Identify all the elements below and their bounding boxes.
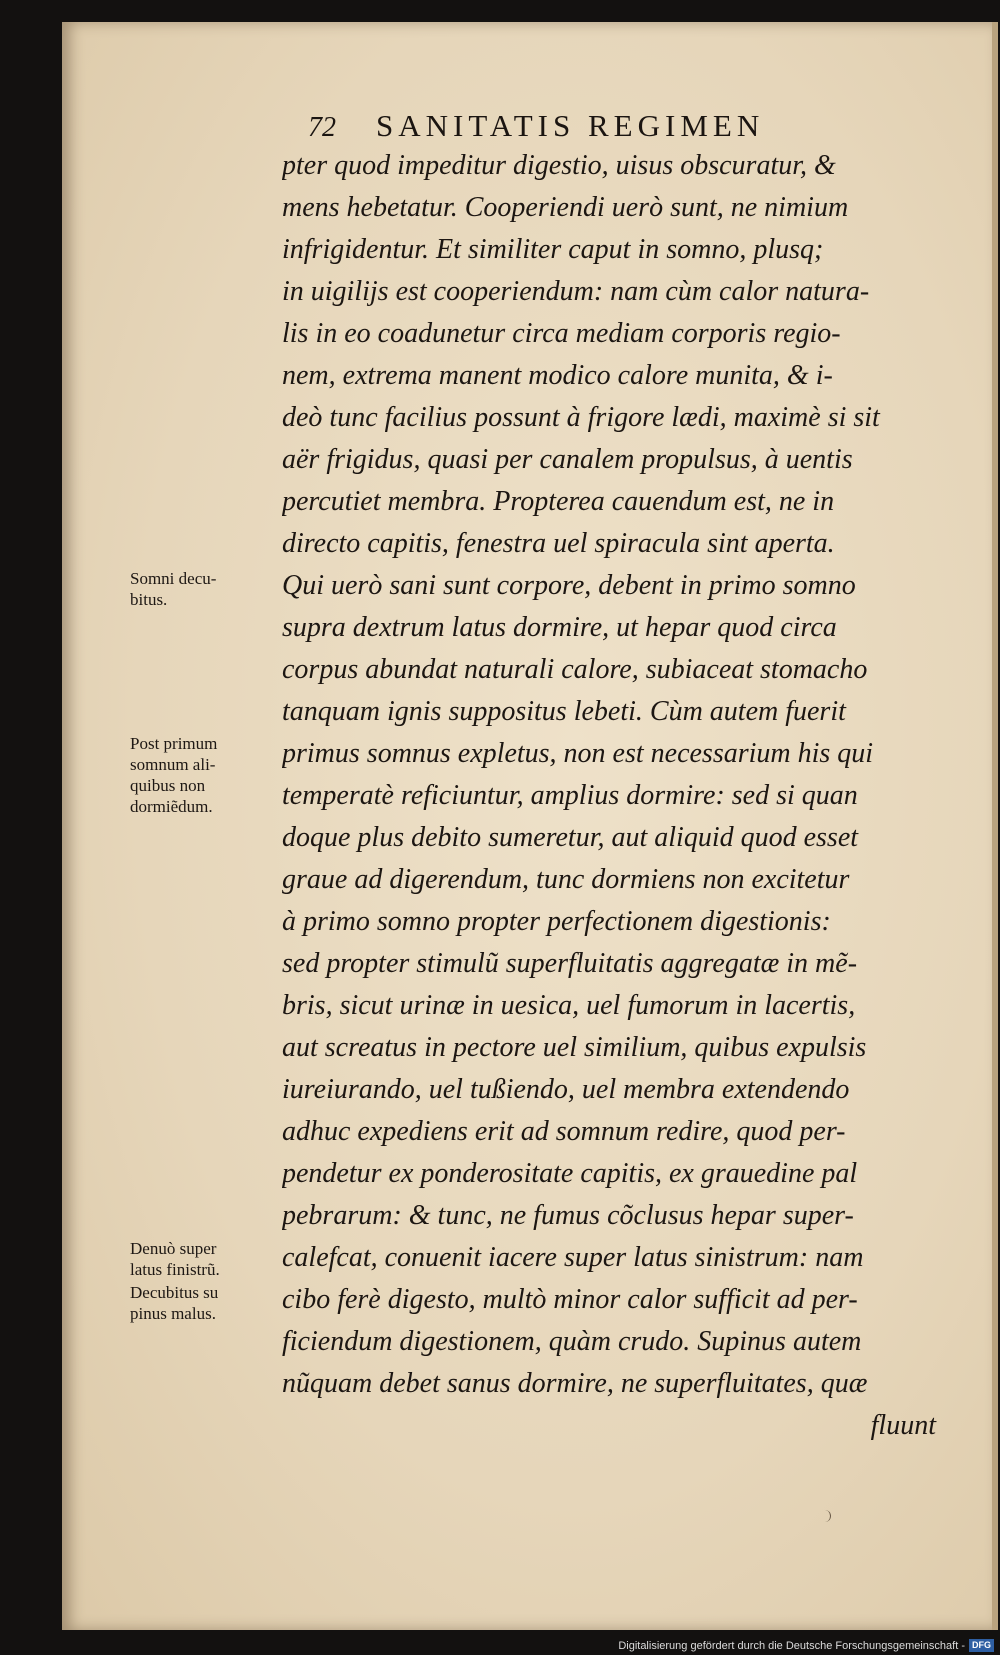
margin-note-line: pinus malus. bbox=[130, 1304, 216, 1323]
running-title: SANITATIS REGIMEN bbox=[376, 108, 765, 143]
digitization-credit bbox=[600, 1638, 994, 1653]
text-line: corpus abundat naturali calore, subiaceat stomacho bbox=[282, 654, 868, 685]
text-line: doque plus debito sumeretur, aut aliquid quod esset bbox=[282, 822, 859, 853]
text-line: percutiet membra. Propterea cauendum est, ne in bbox=[282, 486, 835, 517]
text-line: sed propter stimulũ superfluitatis aggregatæ in mẽ- bbox=[282, 948, 858, 979]
text-line: nũquam debet sanus dormire, ne superfluitates, quæ bbox=[282, 1368, 868, 1399]
margin-note-line: dormiẽdum. bbox=[130, 797, 213, 816]
text-line: deò tunc facilius possunt à frigore lædi, maximè si sit bbox=[282, 402, 880, 433]
margin-note-decubitus-supinus bbox=[130, 1282, 282, 1324]
margin-note-line: quibus non bbox=[130, 776, 206, 795]
text-line: primus somnus expletus, non est necessarium his qui bbox=[282, 738, 874, 769]
margin-note-post-primum-somnum bbox=[130, 733, 282, 817]
margin-note-line: latus finistrũ. bbox=[130, 1260, 220, 1279]
text-line: bris, sicut urinæ in uesica, uel fumorum in lacertis, bbox=[282, 990, 856, 1021]
text-line: pendetur ex ponderositate capitis, ex grauedine pal bbox=[282, 1158, 858, 1189]
margin-note-line: somnum ali- bbox=[130, 755, 216, 774]
text-line: ficiendum digestionem, quàm crudo. Supinus autem bbox=[282, 1326, 862, 1357]
text-line: infrigidentur. Et similiter caput in somno, plusq; bbox=[282, 234, 824, 265]
text-line: Qui uerò sani sunt corpore, debent in primo somno bbox=[282, 570, 856, 601]
text-line: iureiurando, uel tußiendo, uel membra extendendo bbox=[282, 1074, 850, 1105]
margin-note-line: Denuò super bbox=[130, 1239, 217, 1258]
text-line: nem, extrema manent modico calore munita, & i- bbox=[282, 360, 833, 391]
margin-note-line: Somni decu- bbox=[130, 569, 217, 588]
text-line: supra dextrum latus dormire, ut hepar quod circa bbox=[282, 612, 837, 643]
margin-note-line: bitus. bbox=[130, 590, 168, 609]
page-number: 72 bbox=[308, 112, 336, 143]
margin-note-denuo-super-latus bbox=[130, 1238, 282, 1280]
text-line: temperatè reficiuntur, amplius dormire: sed si quan bbox=[282, 780, 858, 811]
margin-note-somni-decubitus bbox=[130, 568, 282, 610]
margin-note-line: Decubitus su bbox=[130, 1283, 219, 1302]
text-line: pebrarum: & tunc, ne fumus cõclusus hepar super- bbox=[282, 1200, 854, 1231]
text-line: aër frigidus, quasi per canalem propulsus, à uentis bbox=[282, 444, 853, 475]
text-line: tanquam ignis suppositus lebeti. Cùm autem fuerit bbox=[282, 696, 846, 727]
text-line: adhuc expediens erit ad somnum redire, quod per- bbox=[282, 1116, 846, 1147]
catchword: fluunt bbox=[870, 1410, 936, 1441]
text-line: graue ad digerendum, tunc dormiens non excitetur bbox=[282, 864, 850, 895]
text-line: cibo ferè digesto, multò minor calor sufficit ad per- bbox=[282, 1284, 858, 1315]
main-text bbox=[282, 145, 962, 1465]
credit-text: Digitalisierung gefördert durch die Deutsche Forschungsgemeinschaft - bbox=[618, 1639, 965, 1652]
text-line: lis in eo coadunetur circa mediam corporis regio- bbox=[282, 318, 841, 349]
dfg-logo: DFG bbox=[969, 1639, 994, 1652]
text-line: mens hebetatur. Cooperiendi uerò sunt, ne nimium bbox=[282, 192, 849, 223]
text-line: calefcat, conuenit iacere super latus sinistrum: nam bbox=[282, 1242, 864, 1273]
text-line: à primo somno propter perfectionem digestionis: bbox=[282, 906, 831, 937]
text-line: pter quod impeditur digestio, uisus obscuratur, & bbox=[282, 150, 836, 181]
text-line: aut screatus in pectore uel similium, quibus expulsis bbox=[282, 1032, 867, 1063]
text-line: directo capitis, fenestra uel spiracula sint aperta. bbox=[282, 528, 835, 559]
margin-note-line: Post primum bbox=[130, 734, 218, 753]
text-line: in uigilijs est cooperiendum: nam cùm calor natura- bbox=[282, 276, 870, 307]
